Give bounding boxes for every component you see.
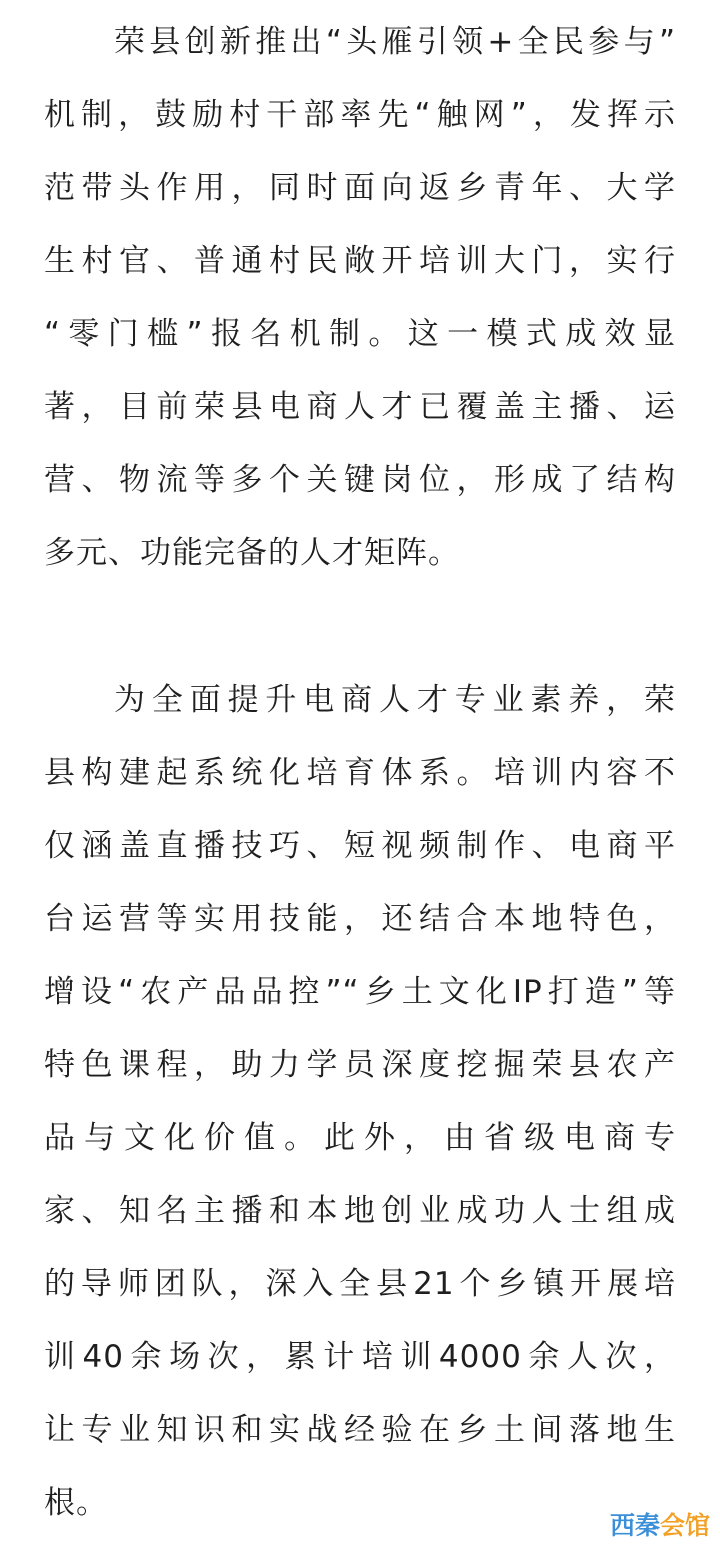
text-line: 的导师团队，深入全县21个乡镇开展培 xyxy=(44,1266,676,1302)
text-line: 著，目前荣县电商人才已覆盖主播、运 xyxy=(44,389,676,425)
text-line: 训40余场次，累计培训4000余人次， xyxy=(44,1339,676,1375)
text-line: 县构建起系统化培育体系。培训内容不 xyxy=(44,755,676,791)
text-line: 家、知名主播和本地创业成功人士组成 xyxy=(44,1193,676,1229)
paragraph-talent-mechanism xyxy=(44,14,676,598)
text-line: 仅涵盖直播技巧、短视频制作、电商平 xyxy=(44,828,676,864)
text-line: 多元、功能完备的人才矩阵。 xyxy=(44,535,460,571)
watermark-text-secondary: 会馆 xyxy=(659,1511,710,1540)
text-line: 为全面提升电商人才专业素养，荣 xyxy=(114,682,676,718)
text-line: 让专业知识和实战经验在乡土间落地生 xyxy=(44,1412,676,1448)
text-line: 根。 xyxy=(44,1485,108,1521)
text-line: 品与文化价值。此外，由省级电商专 xyxy=(44,1120,676,1156)
text-line: 生村官、普通村民敞开培训大门，实行 xyxy=(44,243,676,279)
text-line: 机制，鼓励村干部率先“触网”，发挥示 xyxy=(44,97,676,133)
text-line: 范带头作用，同时面向返乡青年、大学 xyxy=(44,170,676,206)
text-line: “零门槛”报名机制。这一模式成效显 xyxy=(44,316,676,352)
text-line: 特色课程，助力学员深度挖掘荣县农产 xyxy=(44,1047,676,1083)
text-line: 台运营等实用技能，还结合本地特色， xyxy=(44,901,676,937)
paragraph-training-system xyxy=(44,672,676,1548)
text-line: 增设“农产品品控”“乡土文化IP打造”等 xyxy=(44,974,676,1010)
watermark-logo xyxy=(610,1506,710,1542)
text-line: 营、物流等多个关键岗位，形成了结构 xyxy=(44,462,676,498)
watermark-text-primary: 西秦 xyxy=(609,1511,660,1540)
text-line: 荣县创新推出“头雁引领+全民参与” xyxy=(114,24,676,60)
